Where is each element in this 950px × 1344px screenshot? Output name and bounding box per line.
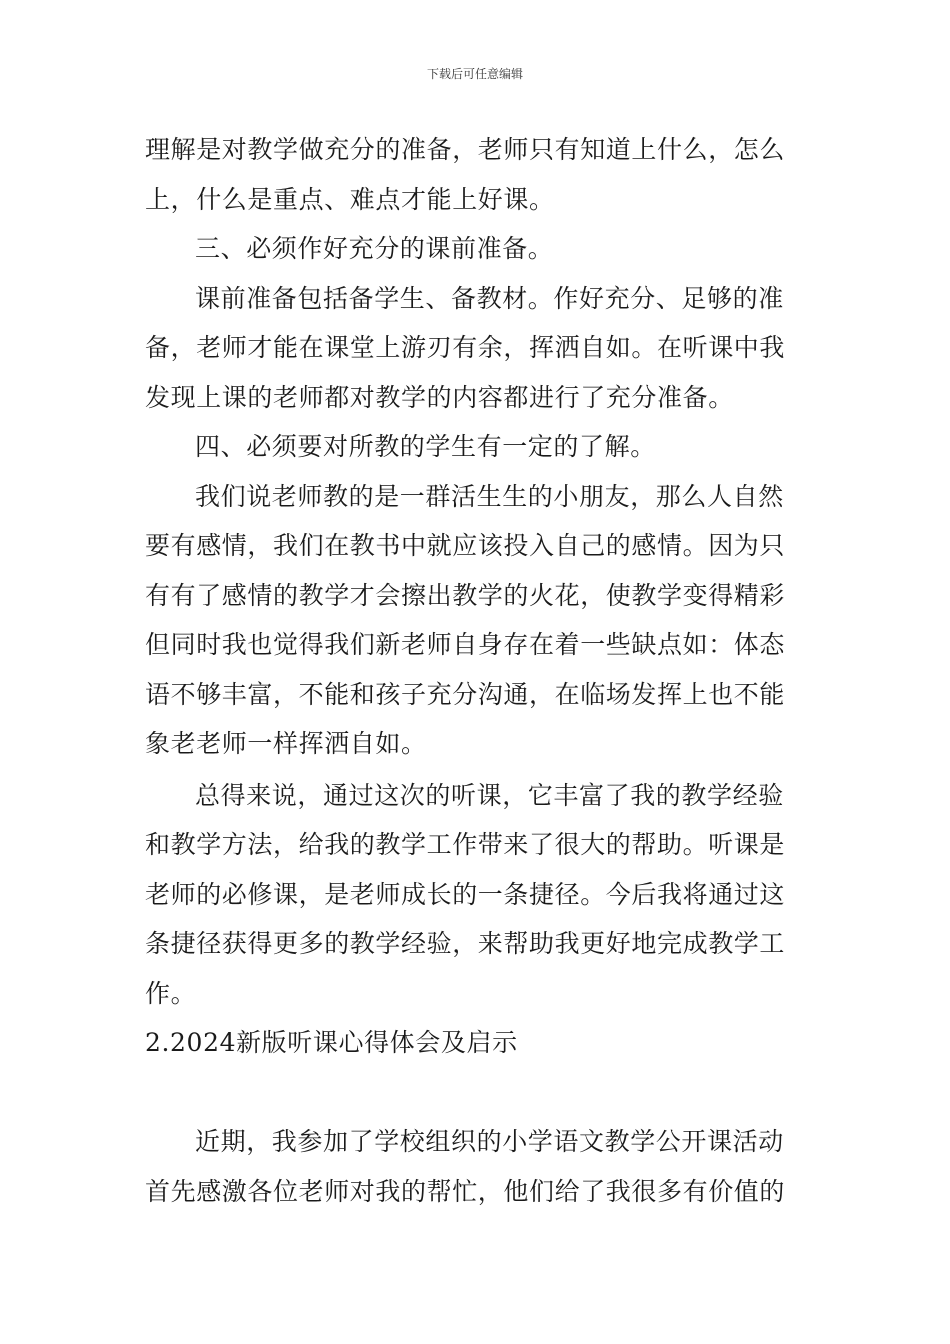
- text-line: 首先感激各位老师对我的帮忙，他们给了我很多有价值的: [145, 1177, 786, 1206]
- text-line: 备，老师才能在课堂上游刃有余，挥洒自如。在听课中我: [145, 333, 786, 362]
- text-line: 我们说老师教的是一群活生生的小朋友，那么人自然: [195, 482, 784, 511]
- text-line: 上，什么是重点、难点才能上好课。: [145, 185, 555, 214]
- text-line: 近期，我参加了学校组织的小学语文教学公开课活动: [195, 1127, 784, 1156]
- text-line: 语不够丰富，不能和孩子充分沟通，在临场发挥上也不能: [145, 680, 786, 709]
- text-line: 要有感情，我们在教书中就应该投入自己的感情。因为只: [145, 531, 786, 560]
- page-header: 下载后可任意编辑: [426, 67, 523, 81]
- text-line: 有有了感情的教学才会擦出教学的火花，使教学变得精彩: [145, 581, 786, 610]
- text-line: 发现上课的老师都对教学的内容都进行了充分准备。: [145, 383, 734, 412]
- text-line: 条捷径获得更多的教学经验，来帮助我更好地完成教学工: [145, 929, 786, 958]
- text-line: 理解是对教学做充分的准备，老师只有知道上什么，怎么: [145, 135, 786, 164]
- section-title: 2.2024新版听课心得体会及启示: [145, 1028, 518, 1057]
- text-line: 和教学方法，给我的教学工作带来了很大的帮助。听课是: [145, 830, 786, 859]
- section-heading: 三、必须作好充分的课前准备。: [195, 234, 554, 263]
- section-heading: 四、必须要对所教的学生有一定的了解。: [195, 432, 656, 461]
- text-line: 作。: [145, 979, 197, 1008]
- text-line: 但同时我也觉得我们新老师自身存在着一些缺点如：体态: [145, 630, 786, 659]
- text-line: 总得来说，通过这次的听课，它丰富了我的教学经验: [195, 781, 784, 810]
- text-line: 老师的必修课，是老师成长的一条捷径。今后我将通过这: [145, 880, 786, 909]
- text-line: 课前准备包括备学生、备教材。作好充分、足够的准: [195, 284, 784, 313]
- text-line: 象老老师一样挥洒自如。: [145, 729, 427, 758]
